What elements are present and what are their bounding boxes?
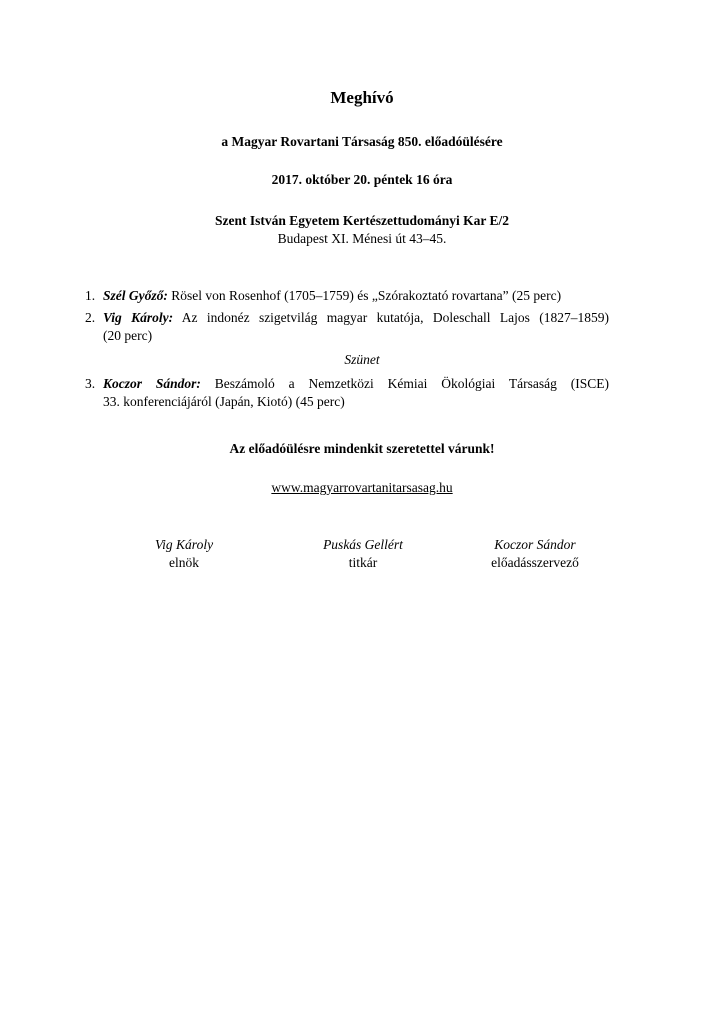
program-item-number: 2. <box>85 310 96 325</box>
break-label: Szünet <box>344 352 380 367</box>
program-item <box>85 309 609 345</box>
meeting-address: Budapest XI. Ménesi út 43–45. <box>277 231 447 246</box>
program-item-topic: Rösel von Rosenhof (1705–1759) és „Szórakoztató rovartana” (25 perc) <box>171 288 562 303</box>
meeting-subtitle: a Magyar Rovartani Társaság 850. előadóülésére <box>221 134 503 149</box>
signatory-name: Vig Károly <box>154 537 214 552</box>
meeting-venue: Szent István Egyetem Kertészettudományi Kar E/2 <box>214 213 510 228</box>
program-item-topic-continued: 33. konferenciájáról (Japán, Kiotó) (45 perc) <box>103 394 345 409</box>
document-title: Meghívó <box>330 88 394 107</box>
website-link[interactable]: www.magyarrovartanitarsasag.hu <box>271 480 453 495</box>
signatory <box>455 536 615 572</box>
signatory-role: titkár <box>348 555 378 570</box>
program-item-speaker: Vig Károly: <box>103 310 174 325</box>
program-item-speaker: Szél Győző: <box>103 288 168 303</box>
meeting-date: 2017. október 20. péntek 16 óra <box>271 172 453 187</box>
program-item-topic: Az indonéz szigetvilág magyar kutatója, Doleschall Lajos (1827–1859) <box>181 310 610 325</box>
signatory <box>104 536 264 572</box>
program-item <box>85 287 609 305</box>
signatory-role: előadásszervező <box>491 555 579 570</box>
invitation-text: Az előadóülésre mindenkit szeretettel várunk! <box>229 441 495 456</box>
signatory-name: Puskás Gellért <box>323 537 403 552</box>
program-item-speaker: Koczor Sándor: <box>103 376 201 391</box>
signatory <box>283 536 443 572</box>
program-item-number: 1. <box>85 288 96 303</box>
program-item-topic: Beszámoló a Nemzetközi Kémiai Ökológiai Társaság (ISCE) <box>214 376 609 391</box>
program-item-topic-continued: (20 perc) <box>103 328 153 343</box>
signatory-name: Koczor Sándor <box>494 537 576 552</box>
program-item <box>85 375 609 411</box>
signatory-role: elnök <box>169 555 199 570</box>
program-item-number: 3. <box>85 376 96 391</box>
